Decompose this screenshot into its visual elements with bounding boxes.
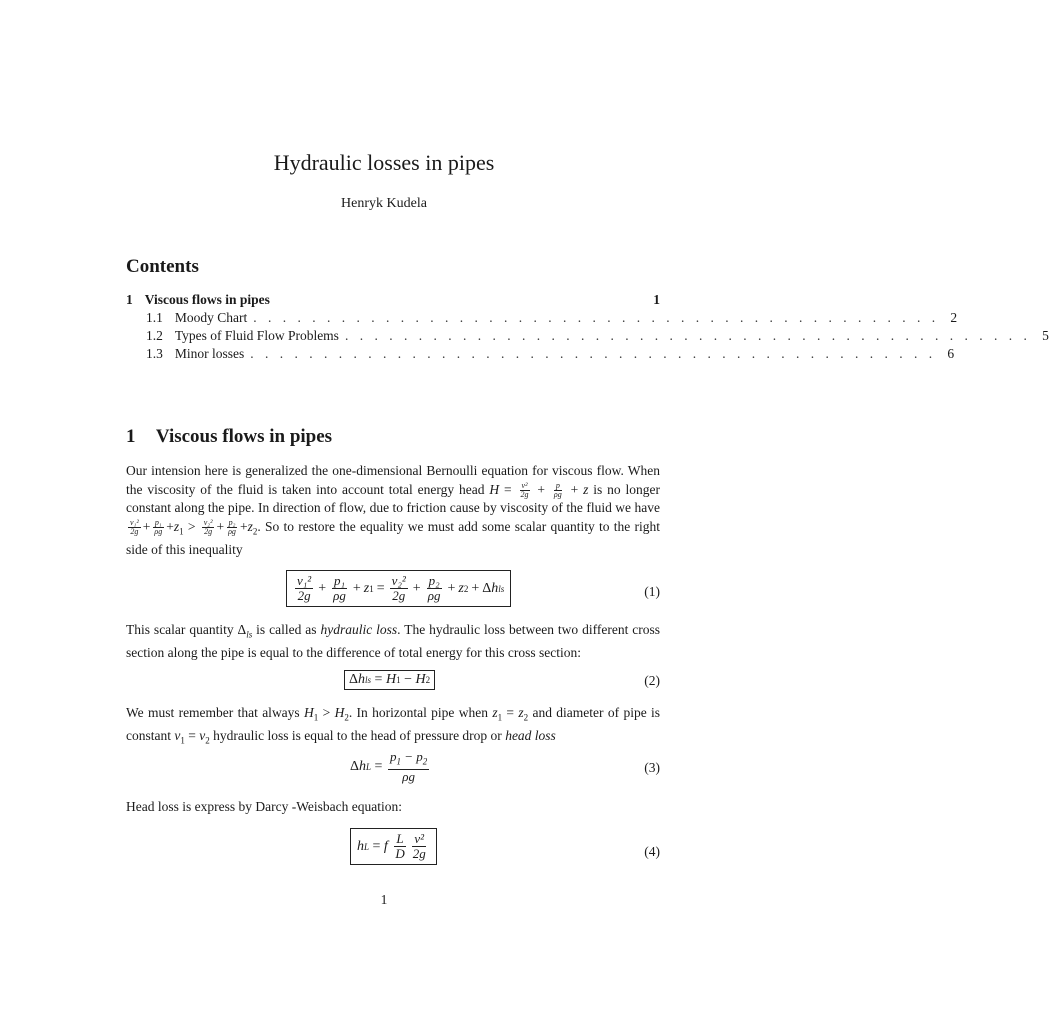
toc-label: Minor losses xyxy=(174,346,245,361)
equation-1 xyxy=(126,570,660,614)
equation-number: (1) xyxy=(644,584,660,599)
inline-formula-inequality: $\frac{\text{v₁²}}{2g}$ + $\frac{\text{p₁}}{\rho g}$ $+z_1$ > $\frac{\text{v₂²}}{2g}$ + $\frac{\text{p₂}}{\rho g}$ $+z_2$ xyxy=(130,517,258,537)
equation-box: $\frac{\text{v₁²}}{2g}$ + $\frac{\text{p₁}}{\rho g}$ + z 1 = $\frac{\text{v₂²}}{2g}$ + $\frac{\text{p₂}}{\rho g}$ + z 2 + Δ h ls xyxy=(286,570,511,607)
toc-entry-1[interactable] xyxy=(126,292,660,310)
toc-leader: . . . . . . . . . . . . . . . . . . . . . . . . . . . . . . . . . . . . . . . . . . . . . . . xyxy=(344,328,1031,343)
inline-formula-z1-eq-z2: $z_1 = z_2$ xyxy=(492,705,529,723)
section-number: 1 xyxy=(126,426,136,447)
text-run: . In horizontal pipe when xyxy=(348,705,488,720)
equation-4 xyxy=(126,828,660,874)
toc-page: 6 xyxy=(947,346,955,361)
inline-formula-v1-eq-v2: $v_1 = v_2$ xyxy=(174,728,210,746)
text-run: . The hydraulic loss between two different cross section along the pipe is equal to the difference of total energy for this cross section: xyxy=(126,622,661,661)
text-run: We must remember that always xyxy=(126,705,300,720)
page-number: 1 xyxy=(380,892,388,907)
toc-number: 1.3 xyxy=(146,346,163,361)
equation-number: (3) xyxy=(644,760,660,775)
inline-formula-delta: $\Delta_{ls}$ xyxy=(237,622,253,640)
toc-page: 2 xyxy=(950,310,958,325)
inline-formula-h1-gt-h2: $H_1 > H_2$ xyxy=(304,705,349,723)
text-run: . So to restore the equality we must add some scalar quantity to the right side of this inequality xyxy=(126,518,660,557)
toc-page: 5 xyxy=(1042,328,1049,343)
equation-box: h L = f $\frac{L}{D}$ $\frac{\text{v²}}{2g}$ xyxy=(350,828,437,865)
text-run: is no longer constant along the pipe. In direction of flow, due to friction cause by viscosity of the fluid we have xyxy=(126,481,661,515)
toc-label: Viscous flows in pipes xyxy=(144,292,270,307)
paragraph-head-loss xyxy=(126,704,660,750)
emphasis-term: head loss xyxy=(505,728,556,744)
section-heading xyxy=(126,426,332,448)
paragraph-intro xyxy=(126,462,660,559)
toc-entry-1-2[interactable] xyxy=(126,328,1049,346)
emphasis-term: hydraulic loss xyxy=(320,622,398,637)
contents-heading: Contents xyxy=(126,256,199,277)
text-run: Head loss is express by Darcy -Weisbach equation: xyxy=(126,799,402,814)
equation-number: (4) xyxy=(644,844,660,859)
toc-leader: . . . . . . . . . . . . . . . . . . . . . . . . . . . . . . . . . . . . . . . . . . . . . . . xyxy=(250,346,937,361)
toc-entry-1-3[interactable] xyxy=(126,346,955,364)
toc-number: 1.2 xyxy=(146,328,163,343)
toc-label: Types of Fluid Flow Problems xyxy=(174,328,339,343)
text-run: hydraulic loss is equal to the head of pressure drop or xyxy=(213,728,502,744)
text-run: and diameter of pipe is constant xyxy=(126,705,661,744)
document-title: Hydraulic losses in pipes xyxy=(273,150,495,175)
equation-box: Δ h ls = H 1 − H 2 xyxy=(344,670,435,690)
toc-entry-1-1[interactable] xyxy=(126,310,958,328)
toc-page: 1 xyxy=(653,292,660,307)
section-title: Viscous flows in pipes xyxy=(155,426,333,447)
inline-formula-energy-head: H = $\frac{\text{v²}}{2g}$ + $\frac{p}{\rho g}$ + z xyxy=(489,480,589,499)
text-run: Our intension here is generalized the one-dimensional Bernoulli equation for viscous flow. When the viscosity of the fluid is taken into account total energy head xyxy=(126,463,660,497)
toc-number: 1 xyxy=(126,292,133,307)
text-run: is called as xyxy=(256,622,317,637)
document-author: Henryk Kudela xyxy=(341,196,427,211)
equation-2 xyxy=(126,670,660,694)
equation-number: (2) xyxy=(644,673,660,688)
toc-leader: . . . . . . . . . . . . . . . . . . . . . . . . . . . . . . . . . . . . . . . . . . . . . . . xyxy=(253,310,940,325)
toc-number: 1.1 xyxy=(146,310,163,325)
text-run: This scalar quantity xyxy=(126,622,234,637)
equation-body: Δ h L = $\frac{p_1 - p_2}{\rho g}$ xyxy=(350,749,428,784)
toc-label: Moody Chart xyxy=(174,310,248,325)
paragraph-darcy xyxy=(126,798,660,817)
paragraph-hydraulic-loss xyxy=(126,621,660,663)
equation-3 xyxy=(126,750,660,790)
